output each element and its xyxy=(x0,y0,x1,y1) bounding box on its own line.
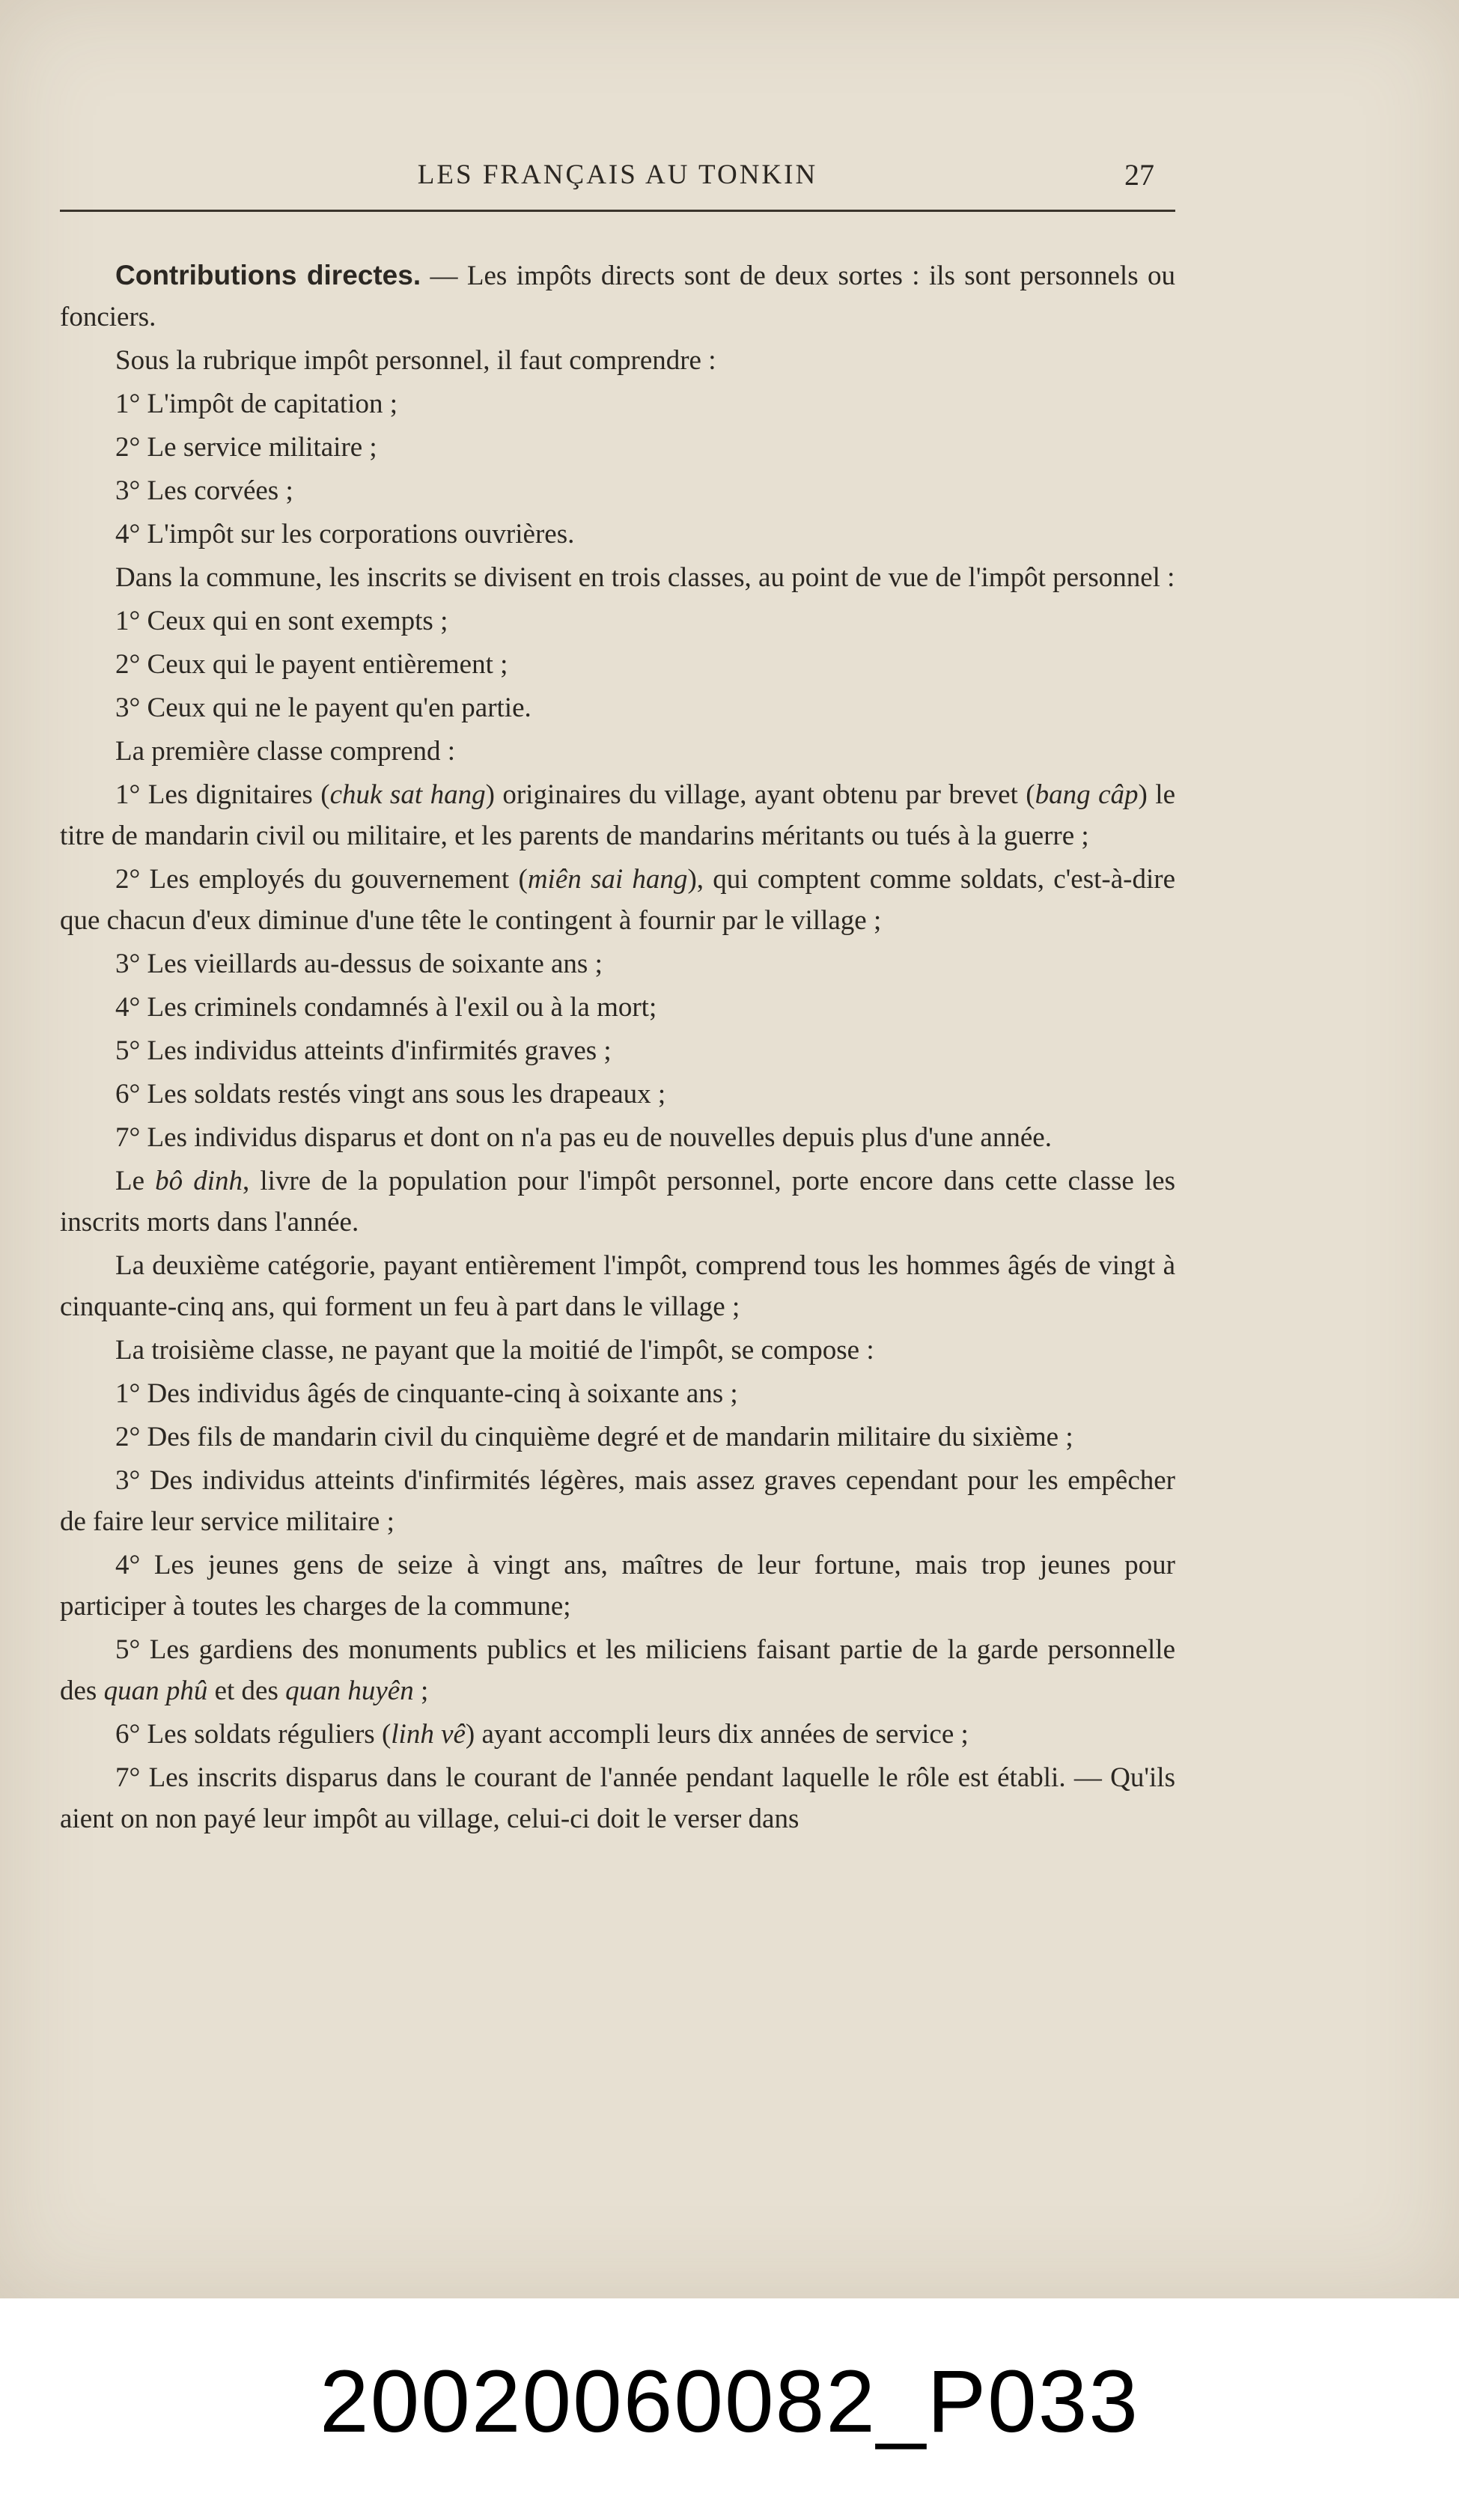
list-item: 6° Les soldats réguliers (linh vê) ayant accompli leurs dix années de service ; xyxy=(115,1719,969,1750)
paragraph-bo-dinh: Le bô dinh, livre de la population pour l'impôt personnel, porte encore dans cette classe les inscrits morts dans l'année. xyxy=(60,1166,1175,1238)
list-item: 6° Les soldats restés vingt ans sous les drapeaux ; xyxy=(115,1079,666,1110)
header-rule xyxy=(60,210,1175,212)
list-item: 1° Des individus âgés de cinquante-cinq à soixante ans ; xyxy=(115,1378,738,1409)
paragraph-contributions: Contributions directes. — Les impôts directs sont de deux sortes : ils sont personnels ou fonciers. xyxy=(60,260,1175,332)
list-item: 1° L'impôt de capitation ; xyxy=(115,389,398,419)
list-item: 3° Les vieillards au-dessus de soixante ans ; xyxy=(115,949,603,979)
paragraph-rubrique: Sous la rubrique impôt personnel, il faut comprendre : xyxy=(115,345,716,376)
page-header xyxy=(60,156,1175,201)
list-item: 4° Les jeunes gens de seize à vingt ans, maîtres de leur fortune, mais trop jeunes pour participer à toutes les charges de la commune; xyxy=(60,1550,1175,1622)
list-item: 7° Les individus disparus et dont on n'a pas eu de nouvelles depuis plus d'une année. xyxy=(115,1122,1052,1153)
scan-identifier: 20020060082_P033 xyxy=(319,2352,1140,2451)
list-item: 2° Les employés du gouvernement (miên sai hang), qui comptent comme soldats, c'est-à-dire que chacun d'eux diminue d'une tête le contingent à fournir par le village ; xyxy=(60,864,1175,936)
list-item: 4° L'impôt sur les corporations ouvrières. xyxy=(115,519,575,550)
paragraph-troisieme-classe: La troisième classe, ne payant que la moitié de l'impôt, se compose : xyxy=(115,1335,874,1366)
list-item: 3° Des individus atteints d'infirmités légères, mais assez graves cependant pour les empêcher de faire leur service militaire ; xyxy=(60,1465,1175,1537)
list-item: 2° Ceux qui le payent entièrement ; xyxy=(115,649,508,680)
body-text xyxy=(60,255,1175,1842)
page-number: 27 xyxy=(1124,158,1154,192)
list-item: 1° Les dignitaires (chuk sat hang) originaires du village, ayant obtenu par brevet (bang câp) le titre de mandarin civil ou militaire, et les parents de mandarins méritants ou tués à la guerre ; xyxy=(60,779,1175,851)
list-item: 4° Les criminels condamnés à l'exil ou à la mort; xyxy=(115,992,657,1023)
running-title: LES FRANÇAIS AU TONKIN xyxy=(417,159,818,190)
list-item: 2° Des fils de mandarin civil du cinquième degré et de mandarin militaire du sixième ; xyxy=(115,1422,1073,1452)
list-item: 5° Les gardiens des monuments publics et les miliciens faisant partie de la garde personnelle des quan phû et des quan huyên ; xyxy=(60,1634,1175,1706)
paragraph-commune: Dans la commune, les inscrits se divisent en trois classes, au point de vue de l'impôt personnel : xyxy=(115,562,1175,593)
list-item: 7° Les inscrits disparus dans le courant de l'année pendant laquelle le rôle est établi. — Qu'ils aient on non payé leur impôt au village, celui-ci doit le verser dans xyxy=(60,1762,1175,1834)
paragraph-premiere-classe: La première classe comprend : xyxy=(115,736,456,767)
list-item: 3° Ceux qui ne le payent qu'en partie. xyxy=(115,693,531,723)
list-item: 5° Les individus atteints d'infirmités graves ; xyxy=(115,1035,612,1066)
paragraph-deuxieme-categorie: La deuxième catégorie, payant entièrement l'impôt, comprend tous les hommes âgés de vingt à cinquante-cinq ans, qui forment un feu à part dans le village ; xyxy=(60,1250,1175,1322)
section-heading: Contributions directes. xyxy=(115,260,421,290)
list-item: 2° Le service militaire ; xyxy=(115,432,377,463)
list-item: 3° Les corvées ; xyxy=(115,475,293,506)
list-item: 1° Ceux qui en sont exempts ; xyxy=(115,606,448,636)
